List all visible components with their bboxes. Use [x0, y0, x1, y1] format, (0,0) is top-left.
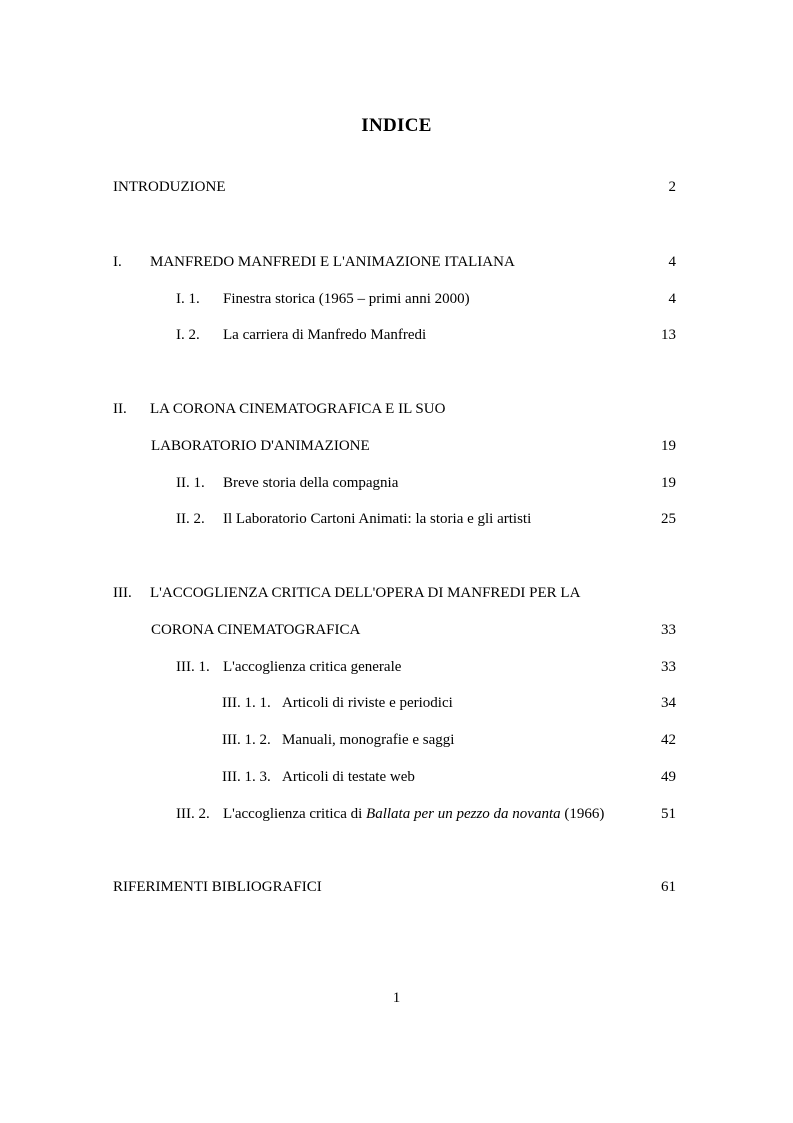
toc-section-title: La carriera di Manfredo Manfredi [223, 327, 427, 343]
toc-section-title-prefix: L'accoglienza critica di [223, 806, 367, 822]
toc-entry-label: RIFERIMENTI BIBLIOGRAFICI [113, 879, 322, 895]
page-title: INDICE [361, 115, 432, 136]
toc-chapter-number: II. [113, 401, 127, 417]
toc-entry-introduzione [0, 176, 793, 198]
page-number: 1 [392, 990, 401, 1006]
toc-section-number: I. 1. [176, 291, 200, 307]
toc-chapter-number: I. [113, 254, 122, 270]
toc-chapter-2 [0, 398, 793, 420]
toc-subsection-number: III. 1. 1. [222, 695, 271, 711]
toc-section-number: I. 2. [176, 327, 200, 343]
toc-chapter-3 [0, 582, 793, 604]
toc-subsection-title: Articoli di riviste e periodici [282, 695, 453, 711]
toc-section-2-1 [0, 472, 793, 494]
toc-subsection-page: 49 [661, 769, 676, 785]
toc-section-title-italic: Ballata per un pezzo da novanta [366, 806, 561, 822]
toc-chapter-title: LA CORONA CINEMATOGRAFICA E IL SUO [150, 401, 446, 417]
toc-chapter-page: 33 [661, 622, 676, 638]
toc-subsection-number: III. 1. 2. [222, 732, 271, 748]
toc-section-title: Finestra storica (1965 – primi anni 2000) [223, 291, 470, 307]
toc-entry-label: INTRODUZIONE [113, 179, 226, 195]
toc-chapter-title-continued: CORONA CINEMATOGRAFICA [151, 622, 361, 638]
toc-subsection-number: III. 1. 3. [222, 769, 271, 785]
toc-subsection-title: Manuali, monografie e saggi [282, 732, 455, 748]
toc-section-title: Il Laboratorio Cartoni Animati: la storia e gli artisti [223, 511, 532, 527]
toc-subsection-title: Articoli di testate web [282, 769, 415, 785]
toc-entry-bibliografia [0, 876, 793, 898]
toc-section-number: II. 2. [176, 511, 205, 527]
toc-section-title [223, 803, 604, 825]
toc-chapter-3-continued [0, 619, 793, 641]
toc-section-page: 19 [661, 475, 676, 491]
toc-section-3-2 [0, 803, 793, 825]
toc-section-3-1 [0, 656, 793, 678]
toc-section-page: 25 [661, 511, 676, 527]
toc-chapter-title: L'ACCOGLIENZA CRITICA DELL'OPERA DI MANFREDI PER LA [150, 585, 581, 601]
toc-entry-page: 2 [668, 179, 676, 195]
toc-section-1-1 [0, 288, 793, 310]
toc-chapter-page: 4 [668, 254, 676, 270]
toc-subsection-3-1-1 [0, 692, 793, 714]
toc-entry-page: 61 [661, 879, 676, 895]
toc-chapter-title: MANFREDO MANFREDI E L'ANIMAZIONE ITALIANA [150, 254, 515, 270]
toc-subsection-3-1-3 [0, 766, 793, 788]
toc-section-page: 13 [661, 327, 676, 343]
toc-section-page: 4 [668, 291, 676, 307]
toc-chapter-page: 19 [661, 438, 676, 454]
toc-chapter-2-continued [0, 435, 793, 457]
toc-subsection-page: 34 [661, 695, 676, 711]
toc-section-number: III. 2. [176, 806, 210, 822]
toc-section-title-suffix: (1966) [560, 806, 605, 822]
toc-section-2-2 [0, 508, 793, 530]
toc-section-1-2 [0, 324, 793, 346]
toc-subsection-3-1-2 [0, 729, 793, 751]
toc-section-title: Breve storia della compagnia [223, 475, 399, 491]
toc-chapter-title-continued: LABORATORIO D'ANIMAZIONE [151, 438, 370, 454]
toc-chapter-number: III. [113, 585, 132, 601]
toc-section-page: 51 [661, 806, 676, 822]
toc-section-page: 33 [661, 659, 676, 675]
toc-chapter-1 [0, 251, 793, 273]
toc-subsection-page: 42 [661, 732, 676, 748]
toc-section-number: II. 1. [176, 475, 205, 491]
toc-section-number: III. 1. [176, 659, 210, 675]
toc-section-title: L'accoglienza critica generale [223, 659, 402, 675]
